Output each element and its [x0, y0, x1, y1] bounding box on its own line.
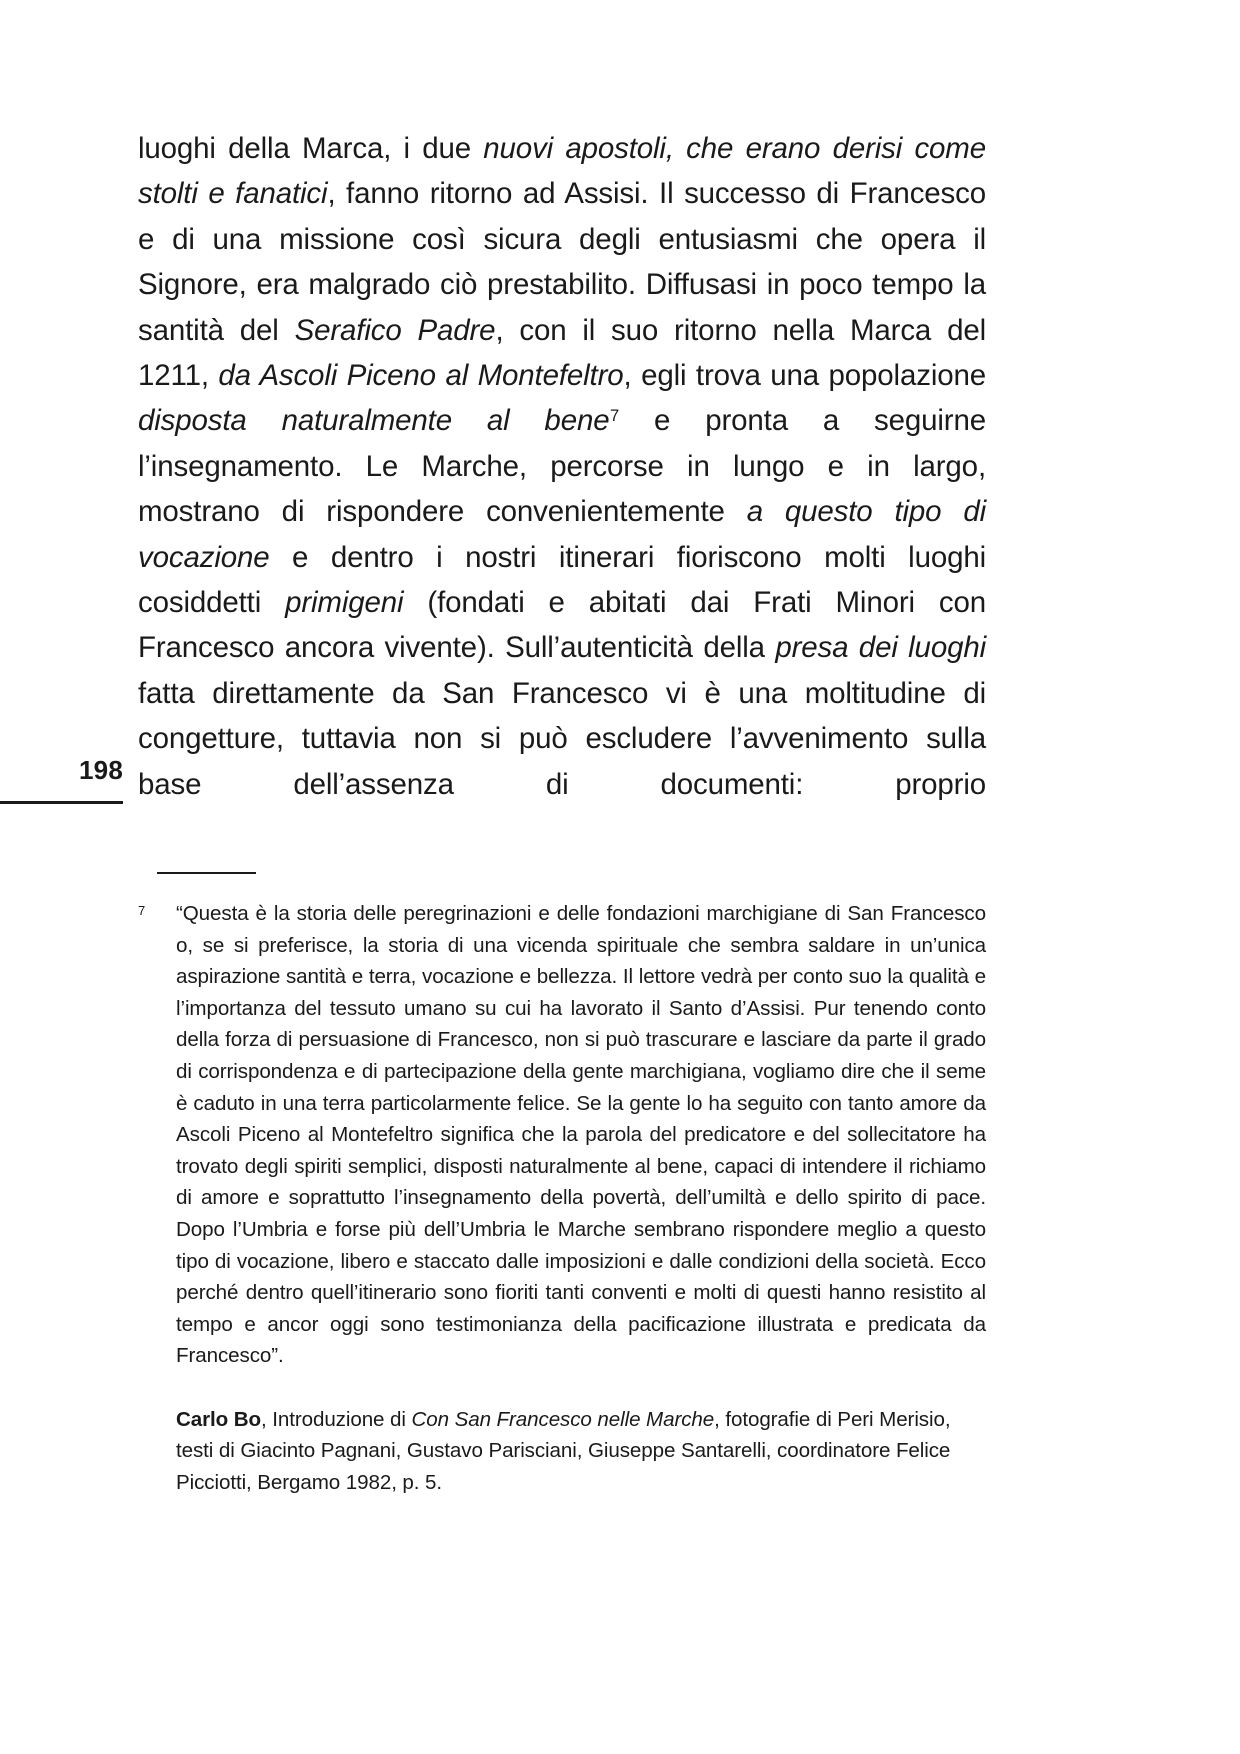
footnote-block — [138, 898, 986, 1498]
page-number: 198 — [79, 755, 123, 785]
footnote-quote: “Questa è la storia delle peregrinazioni e delle fondazioni marchigiane di San Francesco o, se si preferisce, la storia di una vicenda spirituale che sembra saldare in un’unica aspirazione santità e terra, vocazione e bellezza. Il lettore vedrà per conto suo la qualità e l’importanza del tessuto umano su cui ha lavorato il Santo d’Assisi. Pur tenendo conto della forza di persuasione di Francesco, non si può trascurare e lasciare da parte il grado di corrispondenza e di partecipazione della gente marchigiana, vogliamo dire che il seme è caduto in una terra particolarmente felice. Se la gente lo ha seguito con tanto amore da Ascoli Piceno al Montefeltro significa che la parola del predicatore e del sollecitatore ha trovato degli spiriti semplici, disposti naturalmente al bene, capaci di intendere il richiamo di amore e soprattutto l’insegnamento della povertà, dell’umiltà e dello spirito di pace. Dopo l’Umbria e forse più dell’Umbria le Marche sembrano rispondere meglio a questo tipo di vocazione, libero e staccato dalle imposizioni e dalle condizioni della società. Ecco perché dentro quell’itinerario sono fioriti tanti conventi e molti di questi hanno resistito al tempo e ancor oggi sono testimonianza della pacificazione illustrata e predicata da Francesco”. — [176, 902, 986, 1368]
body-paragraph: luoghi della Marca, i due nuovi apostoli, che erano derisi come stolti e fanatici, fanno ritorno ad Assisi. Il successo di Francesco e di una missione così sicura degli entusiasmi che opera il Signore, era malgrado ciò prestabilito. Diffusasi in poco tempo la santità del Serafico Padre, con il suo ritorno nella Marca del 1211, da Ascoli Piceno al Montefeltro, egli trova una popolazione disposta naturalmente al bene$^7$ e pronta a seguirne l’insegnamento. Le Marche, percorse in lungo e in largo, mostrano di rispondere convenientemente a questo tipo di vocazione e dentro i nostri itinerari fioriscono molti luoghi cosiddetti primigeni (fondati e abitati dai Frati Minori con Francesco ancora vivente). Sull’autenticità della presa dei luoghi fatta direttamente da San Francesco vi è una moltitudine di congetture, tuttavia non si può escludere l’avvenimento sulla base dell’assenza di documenti: proprio — [138, 132, 987, 801]
footnote-marker: 7 — [138, 903, 146, 918]
folio-rule — [0, 801, 123, 804]
footnote-citation: Carlo Bo, Introduzione di Con San Francesco nelle Marche, fotografie di Peri Merisio, testi di Giacinto Pagnani, Gustavo Parisciani, Giuseppe Santarelli, coordinatore Felice Picciotti, Bergamo 1982, p. 5. — [176, 1407, 951, 1494]
footnote-separator-rule — [157, 872, 256, 874]
footnote-body — [176, 898, 986, 1498]
body-text-block — [138, 126, 986, 853]
